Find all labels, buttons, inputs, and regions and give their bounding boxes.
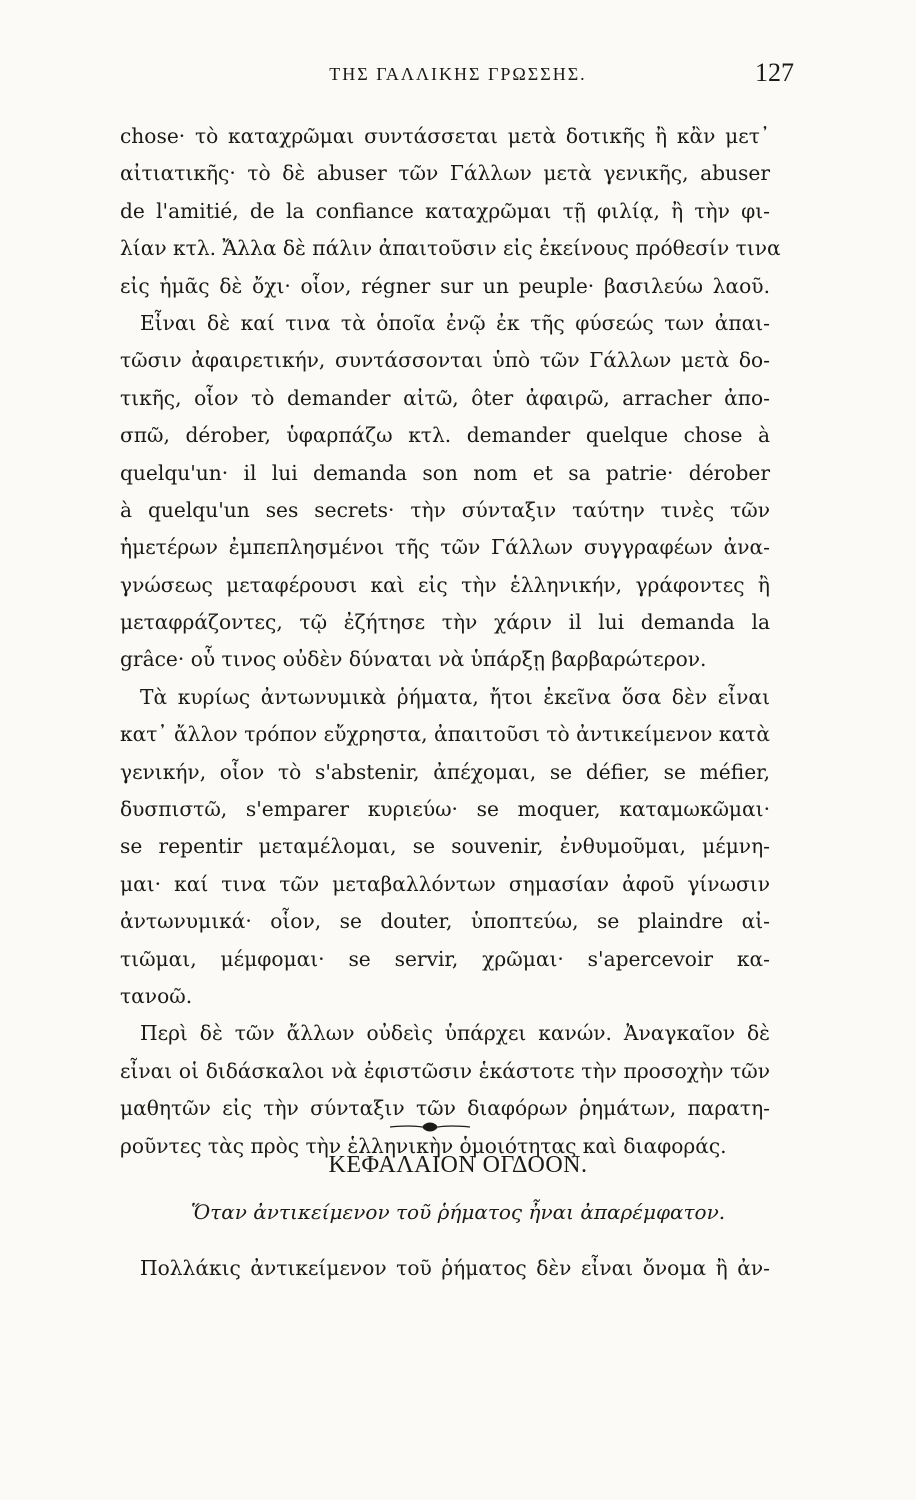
text-line: ροῦντες τὰς πρὸς τὴν ἑλληνικὴν ὁμοιότητας καὶ διαφοράς. bbox=[120, 1133, 727, 1158]
text-line: εἰς ἡμᾶς δὲ ὄχι· οἷον, régner sur un peuple· βασιλεύω λαοῦ. bbox=[120, 273, 770, 298]
text-line: quelqu'un· il lui demanda son nom et sa patrie· dérober bbox=[120, 460, 770, 485]
text-line: Εἶναι δὲ καί τινα τὰ ὁποῖα ἐνῷ ἐκ τῆς φύσεώς των ἀπαι- bbox=[140, 310, 770, 335]
chapter-subtitle: Ὅταν ἀντικείμενον τοῦ ῥήματος ἦναι ἀπαρέμφατον. bbox=[190, 1200, 726, 1224]
chapter-title: ΚΕΦΑΛΑΙΟΝ ΟΓΔΟΟΝ. bbox=[328, 1152, 588, 1178]
text-line: τῶσιν ἀφαιρετικήν, συντάσσονται ὑπὸ τῶν Γάλλων μετὰ δο- bbox=[120, 348, 770, 373]
text-line: αἰτιατικῆς· τὸ δὲ abuser τῶν Γάλλων μετὰ γενικῆς, abuser bbox=[120, 161, 770, 186]
text-line: σπῶ, dérober, ὑφαρπάζω κτλ. demander quelque chose à bbox=[120, 423, 770, 448]
text-line: se repentir μεταμέλομαι, se souvenir, ἐνθυμοῦμαι, μέμνη- bbox=[120, 834, 770, 859]
text-line: κατ᾽ ἄλλον τρόπον εὔχρηστα, ἀπαιτοῦσι τὸ ἀντικείμενον κατὰ bbox=[120, 722, 770, 747]
text-line: μαι· καί τινα τῶν μεταβαλλόντων σημασίαν ἀφοῦ γίνωσιν bbox=[120, 871, 770, 896]
text-line: Τὰ κυρίως ἀντωνυμικὰ ῥήματα, ἤτοι ἐκεῖνα ὅσα δὲν εἶναι bbox=[140, 684, 770, 709]
text-line: γενικήν, οἷον τὸ s'abstenir, ἀπέχομαι, se défier, se méfier, bbox=[120, 759, 770, 784]
text-line: μαθητῶν εἰς τὴν σύνταξιν τῶν διαφόρων ῥημάτων, παρατη- bbox=[120, 1096, 770, 1121]
ornament-divider bbox=[390, 1120, 470, 1134]
body-text bbox=[120, 118, 781, 1165]
text-line: Περὶ δὲ τῶν ἄλλων οὐδεὶς ὑπάρχει κανών. Ἀναγκαῖον δὲ bbox=[140, 1021, 770, 1046]
text-line: ἀντωνυμικά· οἷον, se douter, ὑποπτεύω, se plaindre αἰ- bbox=[120, 909, 770, 934]
page-number: 127 bbox=[755, 58, 794, 87]
text-line: λίαν κτλ. Ἄλλα δὲ πάλιν ἀπαιτοῦσιν εἰς ἐκείνους πρόθεσίν τινα bbox=[120, 236, 781, 261]
text-line: ἡμετέρων ἐμπεπλησμένοι τῆς τῶν Γάλλων συγγραφέων ἀνα- bbox=[120, 535, 770, 560]
text-line: τιῶμαι, μέμφομαι· se servir, χρῶμαι· s'apercevoir κα- bbox=[120, 946, 770, 971]
text-line: εἶναι οἱ διδάσκαλοι νὰ ἐφιστῶσιν ἑκάστοτε τὴν προσοχὴν τῶν bbox=[120, 1058, 770, 1083]
text-line: Πολλάκις ἀντικείμενον τοῦ ῥήματος δὲν εἶναι ὄνομα ἢ ἀν- bbox=[140, 1256, 770, 1280]
text-line: de l'amitié, de la confiance καταχρῶμαι τῇ φιλίᾳ, ἢ τὴν φι- bbox=[120, 198, 770, 223]
text-line: γνώσεως μεταφέρουσι καὶ εἰς τὴν ἑλληνικήν, γράφοντες ἢ bbox=[120, 572, 770, 597]
running-head bbox=[120, 58, 796, 98]
running-title: ΤΗΣ ΓΑΛΛΙΚΗΣ ΓΡΩΣΣΗΣ. bbox=[329, 64, 587, 84]
text-line: grâce· οὗ τινος οὐδὲν δύναται νὰ ὑπάρξῃ βαρβαρώτερον. bbox=[120, 647, 707, 672]
text-line: δυσπιστῶ, s'emparer κυριεύω· se moquer, καταμωκῶμαι· bbox=[120, 797, 770, 822]
text-line: chose· τὸ καταχρῶμαι συντάσσεται μετὰ δοτικῆς ἢ κἂν μετ᾽ bbox=[120, 124, 770, 148]
text-line: μεταφράζοντες, τῷ ἐζήτησε τὴν χάριν il lui demanda la bbox=[120, 610, 770, 635]
text-line: à quelqu'un ses secrets· τὴν σύνταξιν ταύτην τινὲς τῶν bbox=[120, 497, 770, 522]
text-line: τικῆς, οἷον τὸ demander αἰτῶ, ôter ἀφαιρῶ, arracher ἀπο- bbox=[120, 385, 770, 410]
text-line: τανοῶ. bbox=[120, 983, 193, 1008]
final-text-line bbox=[120, 1250, 770, 1287]
